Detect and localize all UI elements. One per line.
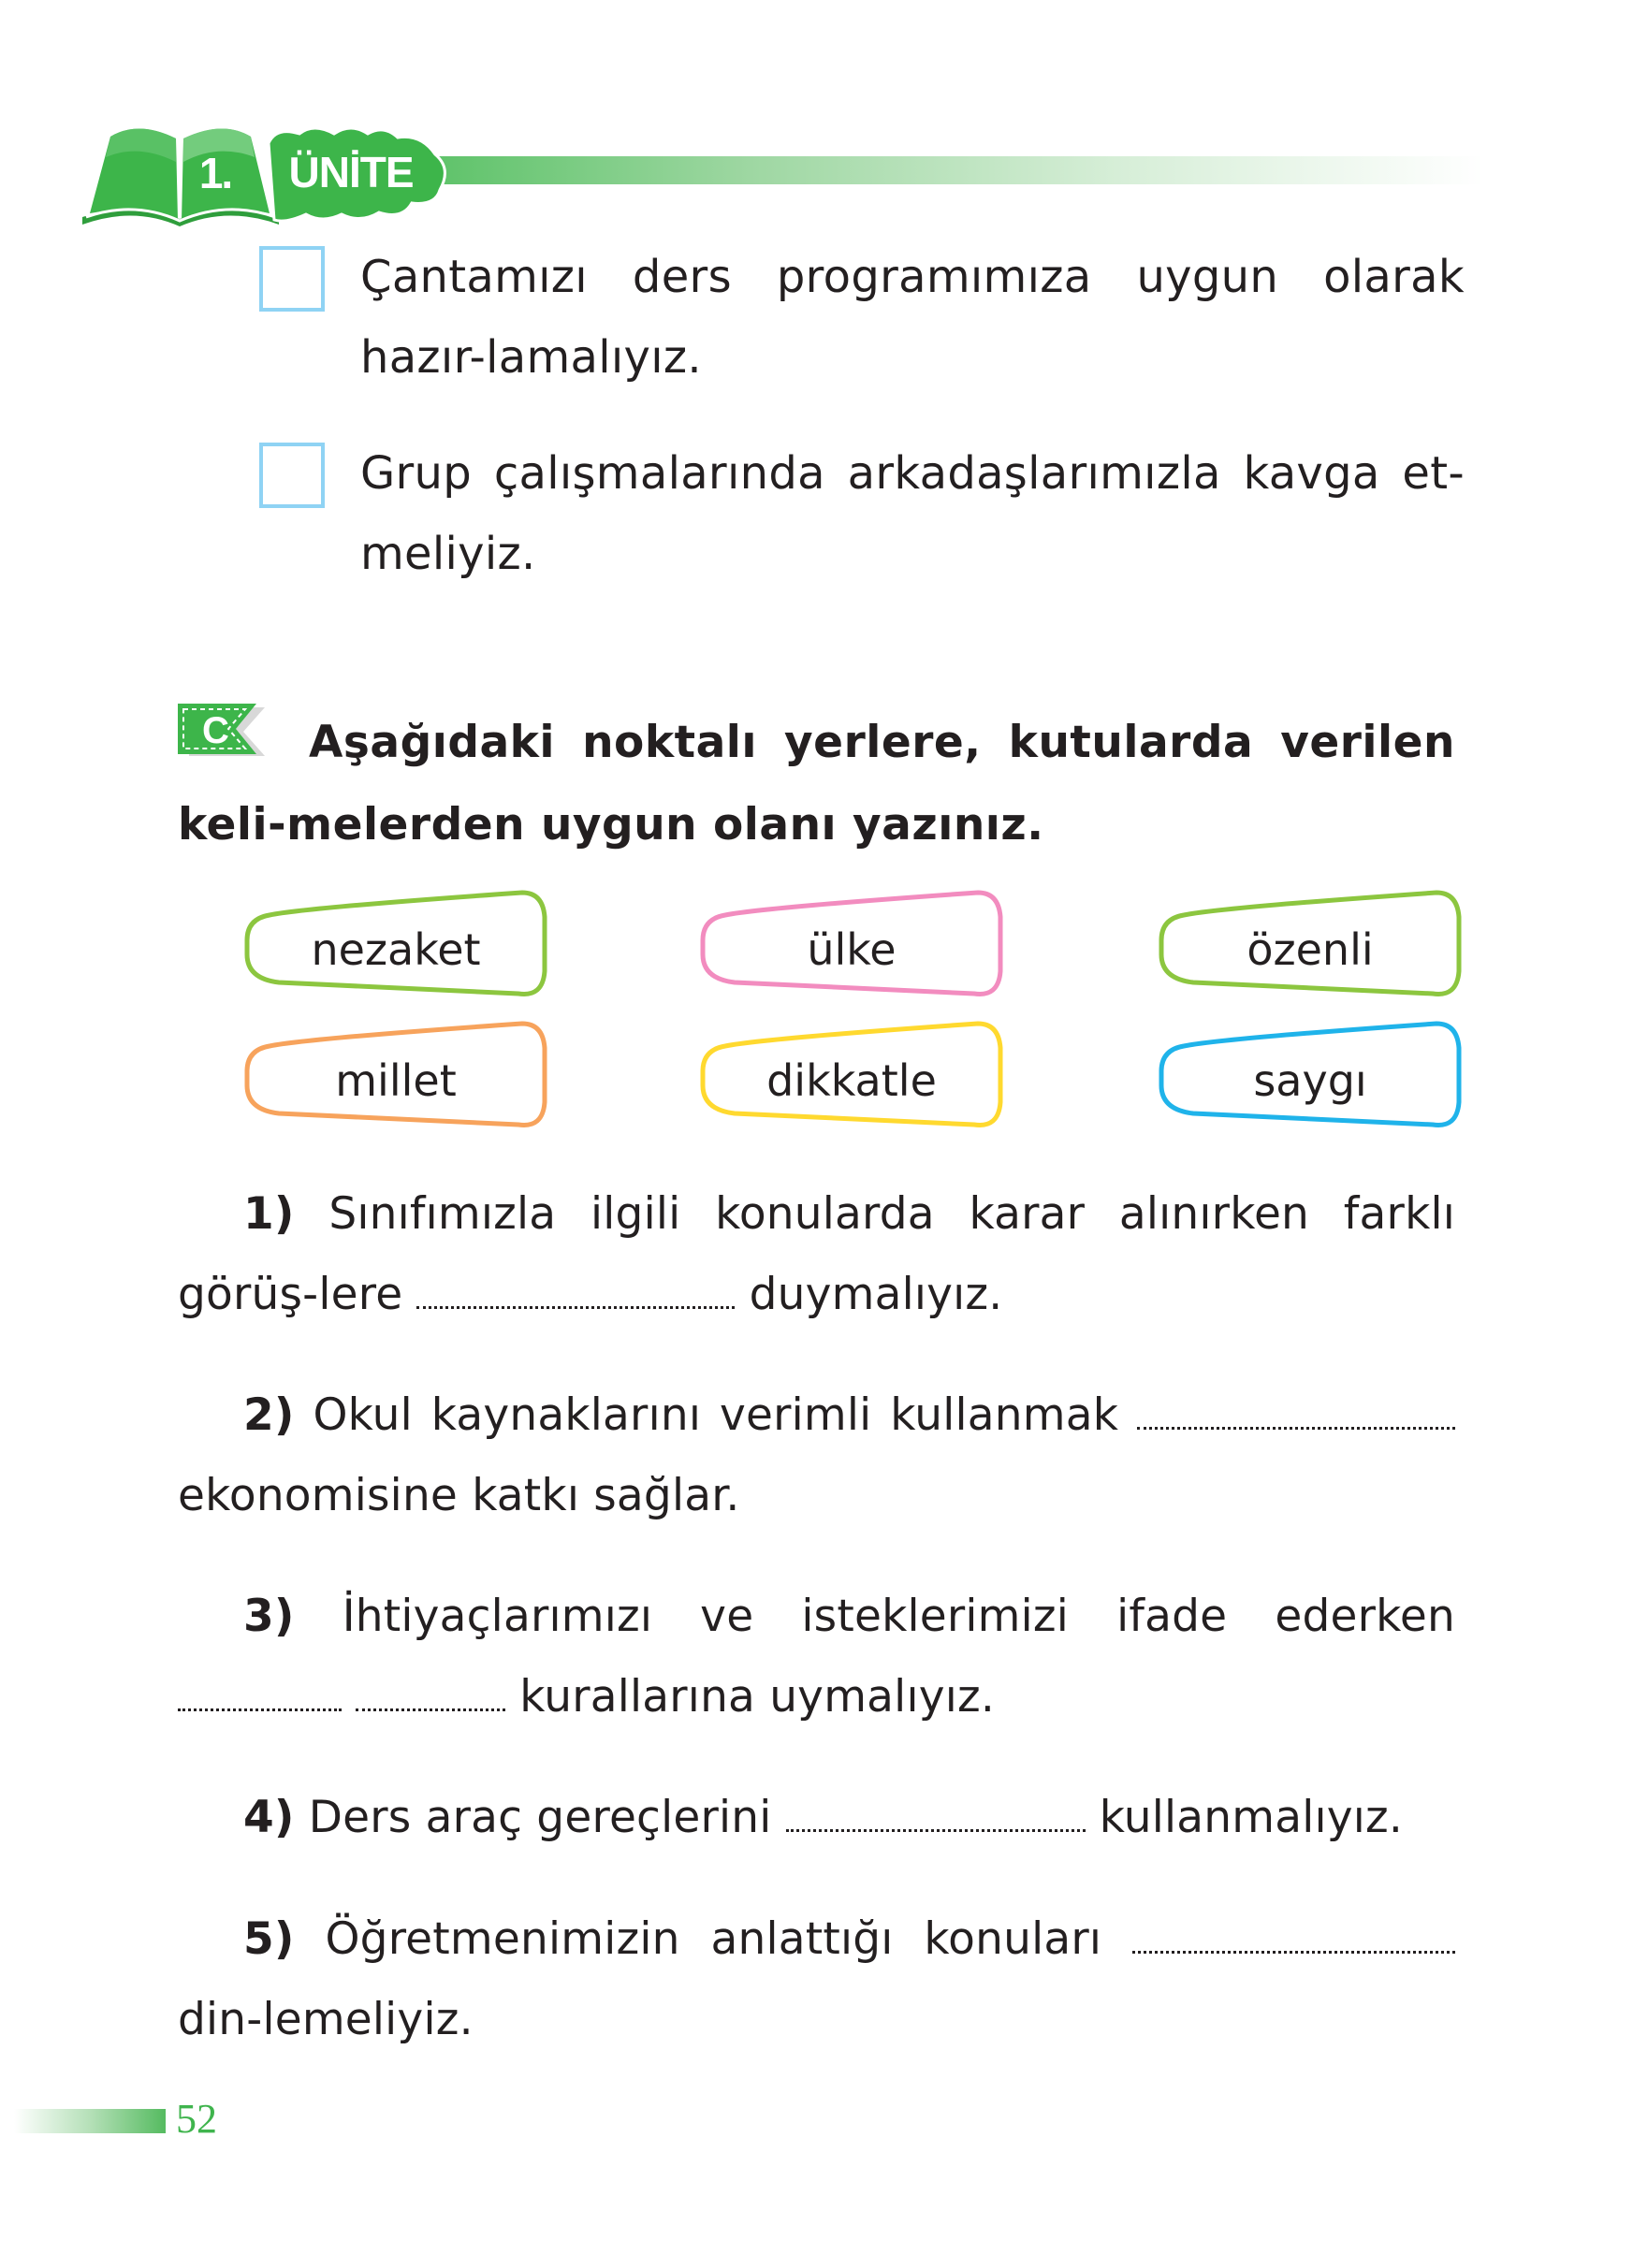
question-text-after: kullanmalıyız. xyxy=(1099,1792,1404,1843)
answer-blank[interactable] xyxy=(416,1283,735,1309)
question-text-after: din-lemeliyiz. xyxy=(178,1994,474,2045)
page-number: 52 xyxy=(176,2096,217,2142)
checklist-text: Grup çalışmalarında arkadaşlarımızla kavga et-meliyiz. xyxy=(360,447,1465,580)
question-number: 3) xyxy=(243,1591,295,1642)
unit-number: 1. xyxy=(198,149,232,197)
badge-letter: C xyxy=(202,710,229,751)
question-3 xyxy=(178,1577,1455,1737)
question-4 xyxy=(178,1778,1455,1858)
answer-blank[interactable] xyxy=(178,1685,342,1711)
question-text-before: Öğretmenimizin anlattığı konuları xyxy=(325,1913,1102,1965)
checkbox[interactable] xyxy=(259,443,325,508)
question-1 xyxy=(178,1174,1455,1335)
word-label: millet xyxy=(335,1055,457,1106)
unit-header-bar xyxy=(435,156,1483,184)
footer-bar xyxy=(14,2109,166,2133)
unit-label: ÜNİTE xyxy=(288,148,414,196)
word-label: saygı xyxy=(1253,1055,1367,1106)
answer-blank-continued[interactable] xyxy=(356,1685,505,1711)
question-text-after: kurallarına uymalıyız. xyxy=(519,1671,995,1723)
question-5 xyxy=(178,1899,1455,2060)
word-box-ulke xyxy=(697,889,1006,999)
word-box-ozenli xyxy=(1156,889,1465,999)
word-box-saygi xyxy=(1156,1020,1465,1130)
checklist-text: Çantamızı ders programımıza uygun olarak hazır-lamalıyız. xyxy=(360,251,1465,384)
section-c-instruction: Aşağıdaki noktalı yerlere, kutularda verilen keli-melerden uygun olanı yazınız. xyxy=(178,717,1455,850)
question-text-before: Sınıfımızla ilgili konularda karar alınırken farklı görüş-lere xyxy=(178,1188,1456,1320)
word-label: ülke xyxy=(807,924,897,975)
question-text-before: Ders araç gereçlerini xyxy=(308,1792,772,1843)
question-2 xyxy=(178,1375,1455,1536)
answer-blank[interactable] xyxy=(1132,1927,1455,1954)
word-label: özenli xyxy=(1247,924,1374,975)
word-label: dikkatle xyxy=(766,1055,937,1106)
question-number: 4) xyxy=(243,1792,295,1843)
question-number: 1) xyxy=(243,1188,295,1240)
answer-blank[interactable] xyxy=(786,1806,1086,1832)
answer-blank[interactable] xyxy=(1137,1403,1455,1430)
question-number: 2) xyxy=(243,1389,295,1441)
question-text-before: İhtiyaçlarımızı ve isteklerimizi ifade ederken xyxy=(342,1591,1455,1642)
word-box-dikkatle xyxy=(697,1020,1006,1130)
word-label: nezaket xyxy=(311,924,481,975)
word-box-millet xyxy=(241,1020,550,1130)
word-box-nezaket xyxy=(241,889,550,999)
question-number: 5) xyxy=(243,1913,295,1965)
question-text-after: ekonomisine katkı sağlar. xyxy=(178,1470,740,1521)
question-text-after: duymalıyız. xyxy=(749,1269,1003,1320)
checkbox[interactable] xyxy=(259,246,325,312)
question-text-before: Okul kaynaklarını verimli kullanmak xyxy=(313,1389,1119,1441)
